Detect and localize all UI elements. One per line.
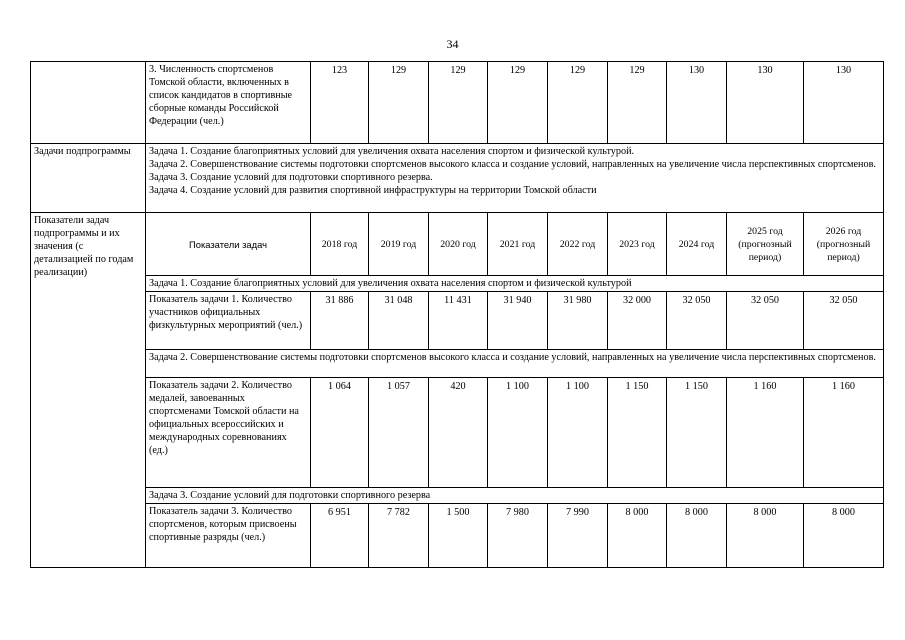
task-line: Задача 2. Совершенствование системы подготовки спортсменов высокого класса и создание условий, направленных на увеличение числа перспективных спортсменов. (149, 159, 876, 170)
value-cell: 8 000 (608, 504, 667, 568)
column-header: 2018 год (311, 213, 369, 276)
value-cell: 32 050 (804, 292, 884, 350)
value-cell: 31 048 (369, 292, 429, 350)
table-row (31, 504, 884, 568)
value-cell: 1 057 (369, 378, 429, 488)
value-cell: 129 (369, 62, 429, 144)
value-cell: 1 100 (488, 378, 548, 488)
value-cell: 1 100 (548, 378, 608, 488)
value-cell: 130 (667, 62, 727, 144)
table-row (31, 378, 884, 488)
column-header: 2021 год (488, 213, 548, 276)
value-cell: 420 (429, 378, 488, 488)
task-line: Задача 3. Создание условий для подготовки спортивного резерва. (149, 172, 433, 183)
task-title: Задача 3. Создание условий для подготовки спортивного резерва (146, 488, 884, 504)
value-cell: 1 160 (727, 378, 804, 488)
value-cell: 32 050 (667, 292, 727, 350)
value-cell: 1 160 (804, 378, 884, 488)
section-label: Показатели задач подпрограммы и их значения (с детализацией по годам реализации) (31, 213, 146, 568)
value-cell: 130 (727, 62, 804, 144)
value-cell: 8 000 (727, 504, 804, 568)
value-cell: 129 (488, 62, 548, 144)
value-cell: 129 (429, 62, 488, 144)
value-cell: 31 886 (311, 292, 369, 350)
task-line: Задача 1. Создание благоприятных условий для увеличения охвата населения спортом и физической культурой. (149, 146, 635, 157)
tasks-list (146, 144, 884, 213)
value-cell: 8 000 (667, 504, 727, 568)
row-label: 3. Численность спортсменов Томской области, включенных в список кандидатов в спортивные сборные команды Российской Федерации (чел.) (146, 62, 311, 144)
column-header: 2022 год (548, 213, 608, 276)
value-cell: 32 000 (608, 292, 667, 350)
value-cell: 11 431 (429, 292, 488, 350)
page-number: 34 (446, 37, 459, 51)
value-cell: 1 150 (667, 378, 727, 488)
value-cell: 1 150 (608, 378, 667, 488)
table-row (31, 276, 884, 292)
table-row (31, 62, 884, 144)
table-row (31, 292, 884, 350)
column-header: Показатели задач (146, 213, 311, 276)
row-label: Показатель задачи 2. Количество медалей, завоеванных спортсменами Томской области на официальных всероссийских и международных соревнованиях (ед.) (146, 378, 311, 488)
value-cell: 6 951 (311, 504, 369, 568)
section-label: Задачи подпрограммы (31, 144, 146, 213)
table-header-row (31, 213, 884, 276)
value-cell: 130 (804, 62, 884, 144)
column-header: 2020 год (429, 213, 488, 276)
column-header: 2025 год (прогнозный период) (727, 213, 804, 276)
column-header: 2023 год (608, 213, 667, 276)
task-title: Задача 1. Создание благоприятных условий для увеличения охвата населения спортом и физической культурой (146, 276, 884, 292)
value-cell: 31 980 (548, 292, 608, 350)
value-cell: 129 (548, 62, 608, 144)
value-cell: 1 500 (429, 504, 488, 568)
task-line: Задача 4. Создание условий для развития спортивной инфраструктуры на территории Томской области (149, 185, 597, 196)
table-row (31, 488, 884, 504)
value-cell: 129 (608, 62, 667, 144)
column-header: 2019 год (369, 213, 429, 276)
value-cell: 31 940 (488, 292, 548, 350)
value-cell: 7 980 (488, 504, 548, 568)
value-cell: 8 000 (804, 504, 884, 568)
row-label: Показатель задачи 1. Количество участников официальных физкультурных мероприятий (чел.) (146, 292, 311, 350)
value-cell: 32 050 (727, 292, 804, 350)
value-cell: 7 782 (369, 504, 429, 568)
value-cell: 7 990 (548, 504, 608, 568)
indicators-table (30, 61, 884, 568)
table-row (31, 144, 884, 213)
column-header: 2026 год (прогнозный период) (804, 213, 884, 276)
row-label: Показатель задачи 3. Количество спортсменов, которым присвоены спортивные разряды (чел.) (146, 504, 311, 568)
column-header: 2024 год (667, 213, 727, 276)
value-cell: 1 064 (311, 378, 369, 488)
empty-cell (31, 62, 146, 144)
value-cell: 123 (311, 62, 369, 144)
table-row (31, 350, 884, 378)
task-title: Задача 2. Совершенствование системы подготовки спортсменов высокого класса и создание условий, направленных на увеличение числа перспективных спортсменов. (146, 350, 884, 378)
